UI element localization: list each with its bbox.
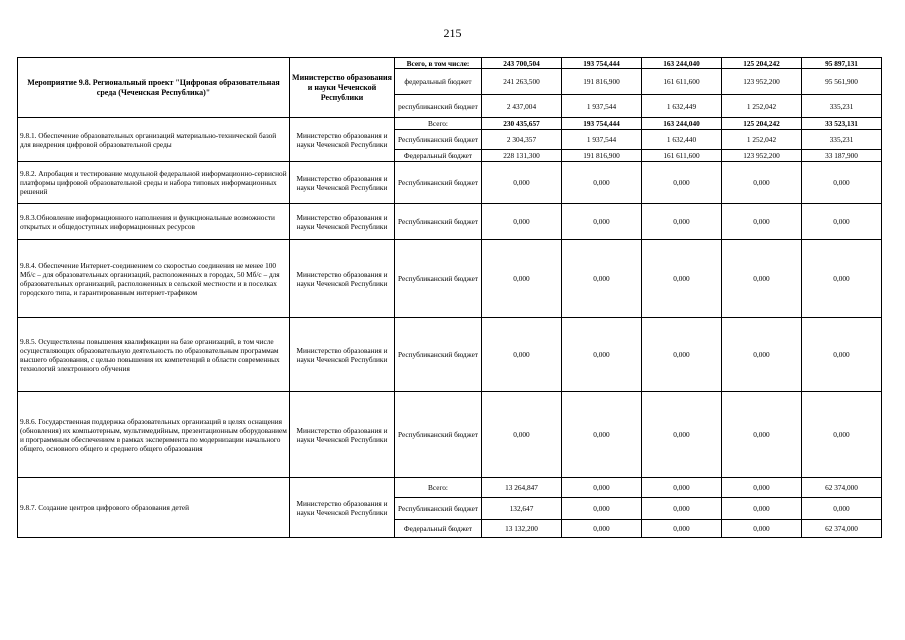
table-row (18, 162, 882, 204)
value-cell: 0,000 (642, 318, 722, 392)
value-cell: 0,000 (562, 498, 642, 520)
value-cell: 0,000 (642, 204, 722, 240)
measure-description: 9.8.5. Осуществлены повышения квалификации на базе организаций, в том числе осуществляющих образовательную деятельность по образовательным программам высшего образования, с целью повышения их компетенций в области современных технологий электронного обучения (18, 318, 290, 392)
table-row (18, 240, 882, 318)
value-cell: 243 700,504 (482, 58, 562, 69)
value-cell: 335,231 (802, 95, 882, 118)
funding-source: Всего: (395, 118, 482, 130)
measure-description: 9.8.3.Обновление информационного наполнения и функциональные возможности открытых и общедоступных информационных ресурсов (18, 204, 290, 240)
value-cell: 0,000 (722, 498, 802, 520)
value-cell: 123 952,200 (722, 69, 802, 95)
value-cell: 0,000 (562, 204, 642, 240)
funding-source: Республиканский бюджет (395, 318, 482, 392)
value-cell: 132,647 (482, 498, 562, 520)
value-cell: 2 437,004 (482, 95, 562, 118)
responsible-org: Министерство образования и науки Чеченской Республики (290, 478, 395, 538)
funding-source: Всего: (395, 478, 482, 498)
value-cell: 0,000 (642, 392, 722, 478)
value-cell: 0,000 (562, 478, 642, 498)
funding-source: Федеральный бюджет (395, 520, 482, 538)
funding-source: Республиканский бюджет (395, 240, 482, 318)
value-cell: 0,000 (722, 392, 802, 478)
value-cell: 0,000 (802, 498, 882, 520)
value-cell: 191 816,900 (562, 150, 642, 162)
value-cell: 0,000 (562, 318, 642, 392)
funding-source: федеральный бюджет (395, 69, 482, 95)
value-cell: 193 754,444 (562, 118, 642, 130)
value-cell: 0,000 (482, 240, 562, 318)
table-row (18, 58, 882, 69)
value-cell: 1 937,544 (562, 130, 642, 150)
responsible-org: Министерство образования и науки Чеченской Республики (290, 318, 395, 392)
measure-description: 9.8.6. Государственная поддержка образовательных организаций в целях оснащения (обновления) их компьютерным, мультимедийным, презентационным оборудованием и программным обеспечением в рамках эксперимента по модернизации начального общего, основного общего и среднего общего образования (18, 392, 290, 478)
value-cell: 0,000 (482, 204, 562, 240)
funding-source: Федеральный бюджет (395, 150, 482, 162)
value-cell: 125 204,242 (722, 58, 802, 69)
value-cell: 241 263,500 (482, 69, 562, 95)
value-cell: 0,000 (802, 240, 882, 318)
value-cell: 161 611,600 (642, 69, 722, 95)
value-cell: 0,000 (642, 478, 722, 498)
value-cell: 0,000 (802, 162, 882, 204)
value-cell: 2 304,357 (482, 130, 562, 150)
value-cell: 0,000 (482, 162, 562, 204)
value-cell: 1 937,544 (562, 95, 642, 118)
value-cell: 0,000 (642, 520, 722, 538)
value-cell: 0,000 (722, 478, 802, 498)
value-cell: 228 131,300 (482, 150, 562, 162)
measure-description: 9.8.4. Обеспечение Интернет-соединением со скоростью соединения не менее 100 Мб/с – для образовательных организаций, расположенных в городах, 50 Мб/с – для образовательных организаций, расположенных в сельской местности и в поселках городского типа, и гарантированным интернет-трафиком (18, 240, 290, 318)
value-cell: 1 252,042 (722, 95, 802, 118)
value-cell: 0,000 (722, 204, 802, 240)
value-cell: 123 952,200 (722, 150, 802, 162)
value-cell: 0,000 (642, 162, 722, 204)
value-cell: 0,000 (482, 318, 562, 392)
value-cell: 13 264,847 (482, 478, 562, 498)
measure-title: Мероприятие 9.8. Региональный проект "Цифровая образовательная среда (Чеченская Республика)" (18, 58, 290, 118)
responsible-org: Министерство образования и науки Чеченской Республики (290, 392, 395, 478)
value-cell: 0,000 (722, 240, 802, 318)
budget-table (17, 57, 882, 538)
table-row (18, 392, 882, 478)
responsible-org: Министерство образования и науки Чеченской Республики (290, 240, 395, 318)
value-cell: 125 204,242 (722, 118, 802, 130)
value-cell: 1 632,440 (642, 130, 722, 150)
value-cell: 230 435,657 (482, 118, 562, 130)
value-cell: 13 132,200 (482, 520, 562, 538)
value-cell: 95 561,900 (802, 69, 882, 95)
value-cell: 0,000 (722, 520, 802, 538)
table-row (18, 318, 882, 392)
funding-source: Республиканский бюджет (395, 130, 482, 150)
value-cell: 0,000 (482, 392, 562, 478)
value-cell: 0,000 (562, 392, 642, 478)
table-row (18, 118, 882, 130)
value-cell: 62 374,000 (802, 478, 882, 498)
responsible-org: Министерство образования и науки Чеченской Республики (290, 118, 395, 162)
responsible-org: Министерство образования и науки Чеченской Республики (290, 204, 395, 240)
funding-source: республиканский бюджет (395, 95, 482, 118)
responsible-org: Министерство образования и науки Чеченской Республики (290, 58, 395, 118)
value-cell: 161 611,600 (642, 150, 722, 162)
value-cell: 0,000 (802, 318, 882, 392)
funding-source: Республиканский бюджет (395, 392, 482, 478)
value-cell: 163 244,040 (642, 118, 722, 130)
value-cell: 335,231 (802, 130, 882, 150)
value-cell: 1 632,449 (642, 95, 722, 118)
funding-source: Республиканский бюджет (395, 204, 482, 240)
funding-source: Всего, в том числе: (395, 58, 482, 69)
value-cell: 191 816,900 (562, 69, 642, 95)
table-row (18, 204, 882, 240)
value-cell: 0,000 (642, 498, 722, 520)
measure-description: 9.8.7. Создание центров цифрового образования детей (18, 478, 290, 538)
funding-source: Республиканский бюджет (395, 162, 482, 204)
page-number: 215 (443, 26, 462, 40)
funding-source: Республиканский бюджет (395, 498, 482, 520)
value-cell: 163 244,040 (642, 58, 722, 69)
value-cell: 33 523,131 (802, 118, 882, 130)
value-cell: 95 897,131 (802, 58, 882, 69)
value-cell: 0,000 (562, 240, 642, 318)
value-cell: 0,000 (642, 240, 722, 318)
value-cell: 0,000 (802, 204, 882, 240)
value-cell: 62 374,000 (802, 520, 882, 538)
responsible-org: Министерство образования и науки Чеченской Республики (290, 162, 395, 204)
value-cell: 0,000 (722, 162, 802, 204)
value-cell: 33 187,900 (802, 150, 882, 162)
value-cell: 193 754,444 (562, 58, 642, 69)
value-cell: 0,000 (562, 520, 642, 538)
table-row (18, 478, 882, 498)
value-cell: 0,000 (722, 318, 802, 392)
measure-description: 9.8.1. Обеспечение образовательных организаций материально-технической базой для внедрения цифровой образовательной среды (18, 118, 290, 162)
value-cell: 1 252,042 (722, 130, 802, 150)
value-cell: 0,000 (802, 392, 882, 478)
value-cell: 0,000 (562, 162, 642, 204)
measure-description: 9.8.2. Апробация и тестирование модульной федеральной информационно-сервисной платформы цифровой образовательной среды и набора типовых информационных решений (18, 162, 290, 204)
